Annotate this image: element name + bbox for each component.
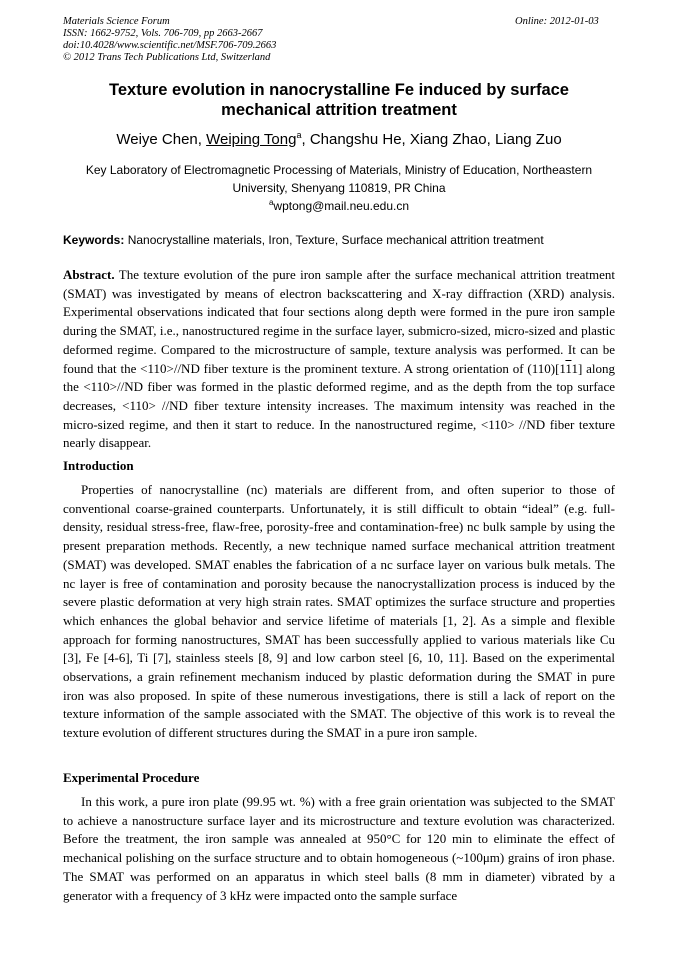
- abstract: [63, 266, 615, 453]
- email-address: wptong@mail.neu.edu.cn: [273, 199, 410, 213]
- author-rest: , Changshu He, Xiang Zhao, Liang Zuo: [301, 131, 562, 148]
- introduction-text: Properties of nanocrystalline (nc) materials are different from, and often superior to those of conventional coarse-grained counterparts. Unfortunately, it is still difficult to obtain “ideal” (e.g. full-density, residual stress-free, flaw-free, porosity-free and contamination-free) nc bulk sample by using the present preparation methods. Recently, a new technique named surface mechanical attrition treatment (SMAT) was developed. SMAT enables the fabrication of a nc surface layer on various bulk metals. The nc layer is free of contamination and porosity because the nanocrystallization process is induced by the severe plastic deformation at very high strain rates. SMAT optimizes the surface structure and properties which enhances the global behavior and service lifetime of materials [1, 2]. As a simple and flexible approach for forming nanostructures, SMAT has been successfully applied to various materials like Cu [3], Fe [4-6], Ti [7], stainless steels [8, 9] and low carbon steel [6, 10, 11]. Based on the experimental observations, a grain refinement mechanism induced by plastic deformation during the SMAT in pure iron was also proposed. In spite of these numerous investigations, there is still a lack of report on the texture information of the sample associated with the SMAT. The objective of this work is to reveal the texture evolution of different structures during the SMAT in a pure iron sample.: [63, 482, 615, 741]
- experimental-heading: Experimental Procedure: [63, 770, 200, 785]
- contact-email: [63, 197, 615, 215]
- corresponding-author: Weiping Tong: [206, 131, 297, 148]
- journal-header: [63, 16, 276, 64]
- issn-line: ISSN: 1662-9752, Vols. 706-709, pp 2663-2667: [63, 28, 263, 39]
- introduction-heading: Introduction: [63, 458, 134, 473]
- copyright-line: © 2012 Trans Tech Publications Ltd, Switzerland: [63, 52, 271, 63]
- keywords-label: Keywords:: [63, 233, 125, 247]
- author-list: [63, 131, 615, 149]
- paper-title: Texture evolution in nanocrystalline Fe induced by surface mechanical attrition treatment: [109, 81, 569, 119]
- keywords-text: Nanocrystalline materials, Iron, Texture, Surface mechanical attrition treatment: [124, 233, 544, 247]
- doi-line: doi:10.4028/www.scientific.net/MSF.706-709.2663: [63, 40, 277, 51]
- keywords-line: [63, 232, 615, 248]
- email-superscript: a: [268, 198, 274, 207]
- journal-name: Materials Science Forum: [63, 16, 170, 27]
- abstract-text-2: 1] along the <110>//ND fiber was formed in the plastic deformed regime, and as the depth from the top surface decreases, <110> //ND fiber texture intensity increases. The maximum intensity was reached in the micro-sized regime, and then it start to reduce. In the nanostructured regime, <110> //ND fiber texture nearly disappear.: [63, 360, 615, 451]
- experimental-text: In this work, a pure iron plate (99.95 wt. %) with a free grain orientation was subjected to the SMAT to achieve a nanostructure surface layer and its microstructure and texture evolution was characterized. Before the treatment, the iron sample was annealed at 950°C for 120 min to eliminate the effect of mechanical polishing on the surface structure and to obtain homogeneous (~100μm) grains of iron phase. The SMAT was performed on an apparatus in which steel balls (8 mm in diameter) vibrated by a generator with a frequency of 3 kHz were impacted onto the sample surface: [63, 794, 615, 903]
- online-date: Online: 2012-01-03: [515, 16, 599, 27]
- author-first: Weiye Chen,: [116, 131, 207, 148]
- abstract-label: Abstract.: [63, 267, 115, 282]
- abstract-overline-digit: 1: [565, 360, 572, 376]
- author-superscript: a: [296, 130, 302, 140]
- affiliation: Key Laboratory of Electromagnetic Processing of Materials, Ministry of Education, Northeastern University, Shenyang 110819, PR China: [85, 163, 593, 195]
- abstract-text-1: The texture evolution of the pure iron sample after the surface mechanical attrition treatment (SMAT) was investigated by means of electron backscattering and X-ray diffraction (XRD) analysis. Experimental observations indicated that four sections along depth were formed in the pure iron sample during the SMAT, i.e., nanostructured regime in the surface layer, submicro-sized, micro-sized and plastic deformed regime. Compared to the microstructure of sample, texture analysis was performed. It can be found that the <110>//ND fiber texture is the prominent texture. A strong orientation of (110)[1: [63, 267, 615, 376]
